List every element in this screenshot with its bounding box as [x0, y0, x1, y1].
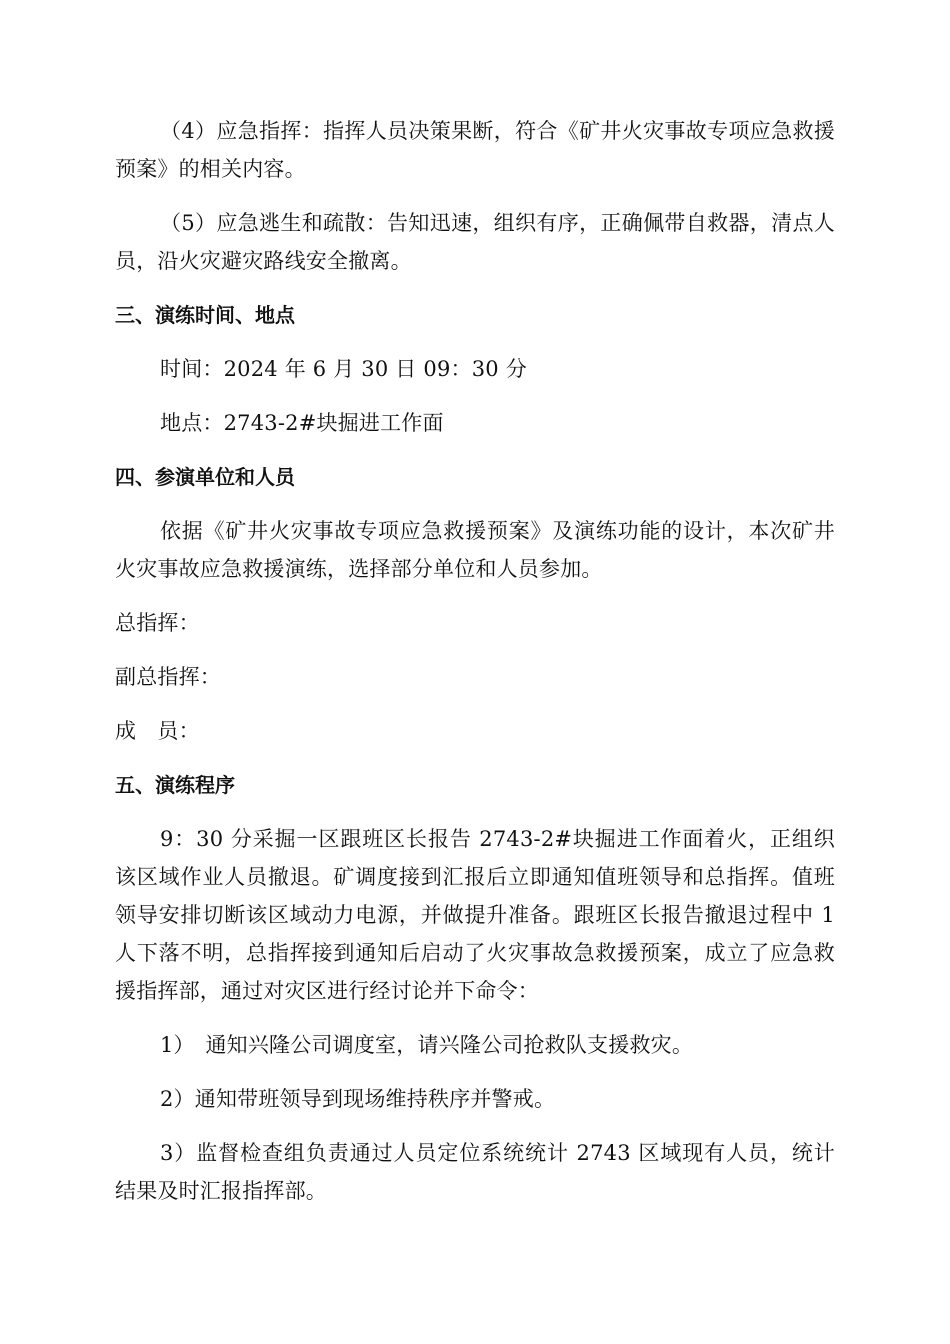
order-item: 3）监督检查组负责通过人员定位系统统计 2743 区域现有人员，统计结果及时汇报指挥部。 [115, 1141, 835, 1203]
drill-place: 地点：2743-2#块掘进工作面 [160, 411, 444, 435]
paragraph-evacuation: （5）应急逃生和疏散：告知迅速，组织有序，正确佩带自救器，清点人员，沿火灾避灾路线安全撤离。 [115, 211, 835, 273]
deputy-commander-label: 副总指挥： [115, 665, 221, 689]
members-label: 成 员： [115, 719, 200, 743]
procedure-intro: 9：30 分采掘一区跟班区长报告 2743-2#块掘进工作面着火，正组织该区域作业人员撤退。矿调度接到汇报后立即通知值班领导和总指挥。值班领导安排切断该区域动力电源，并做提升准备。跟班区长报告撤退过程中 1 人下落不明，总指挥接到通知后启动了火灾事故急救援预案，成立了应急救援指挥部，通过对灾区进行经讨论并下命令： [115, 827, 835, 1003]
order-item: 1） 通知兴隆公司调度室，请兴隆公司抢救队支援救灾。 [160, 1033, 694, 1057]
section-heading-procedure: 五、演练程序 [115, 773, 235, 797]
paragraph-emergency-command: （4）应急指挥：指挥人员决策果断，符合《矿井火灾事故专项应急救援预案》的相关内容。 [115, 119, 835, 181]
order-item: 2）通知带班领导到现场维持秩序并警戒。 [160, 1087, 556, 1111]
drill-time: 时间：2024 年 6 月 30 日 09：30 分 [160, 357, 527, 381]
commander-label: 总指挥： [115, 611, 200, 635]
document-page [115, 112, 835, 1226]
section-heading-participants: 四、参演单位和人员 [115, 465, 295, 489]
section-heading-time-place: 三、演练时间、地点 [115, 303, 295, 327]
participants-intro: 依据《矿井火灾事故专项应急救援预案》及演练功能的设计，本次矿井火灾事故应急救援演练，选择部分单位和人员参加。 [115, 519, 835, 581]
